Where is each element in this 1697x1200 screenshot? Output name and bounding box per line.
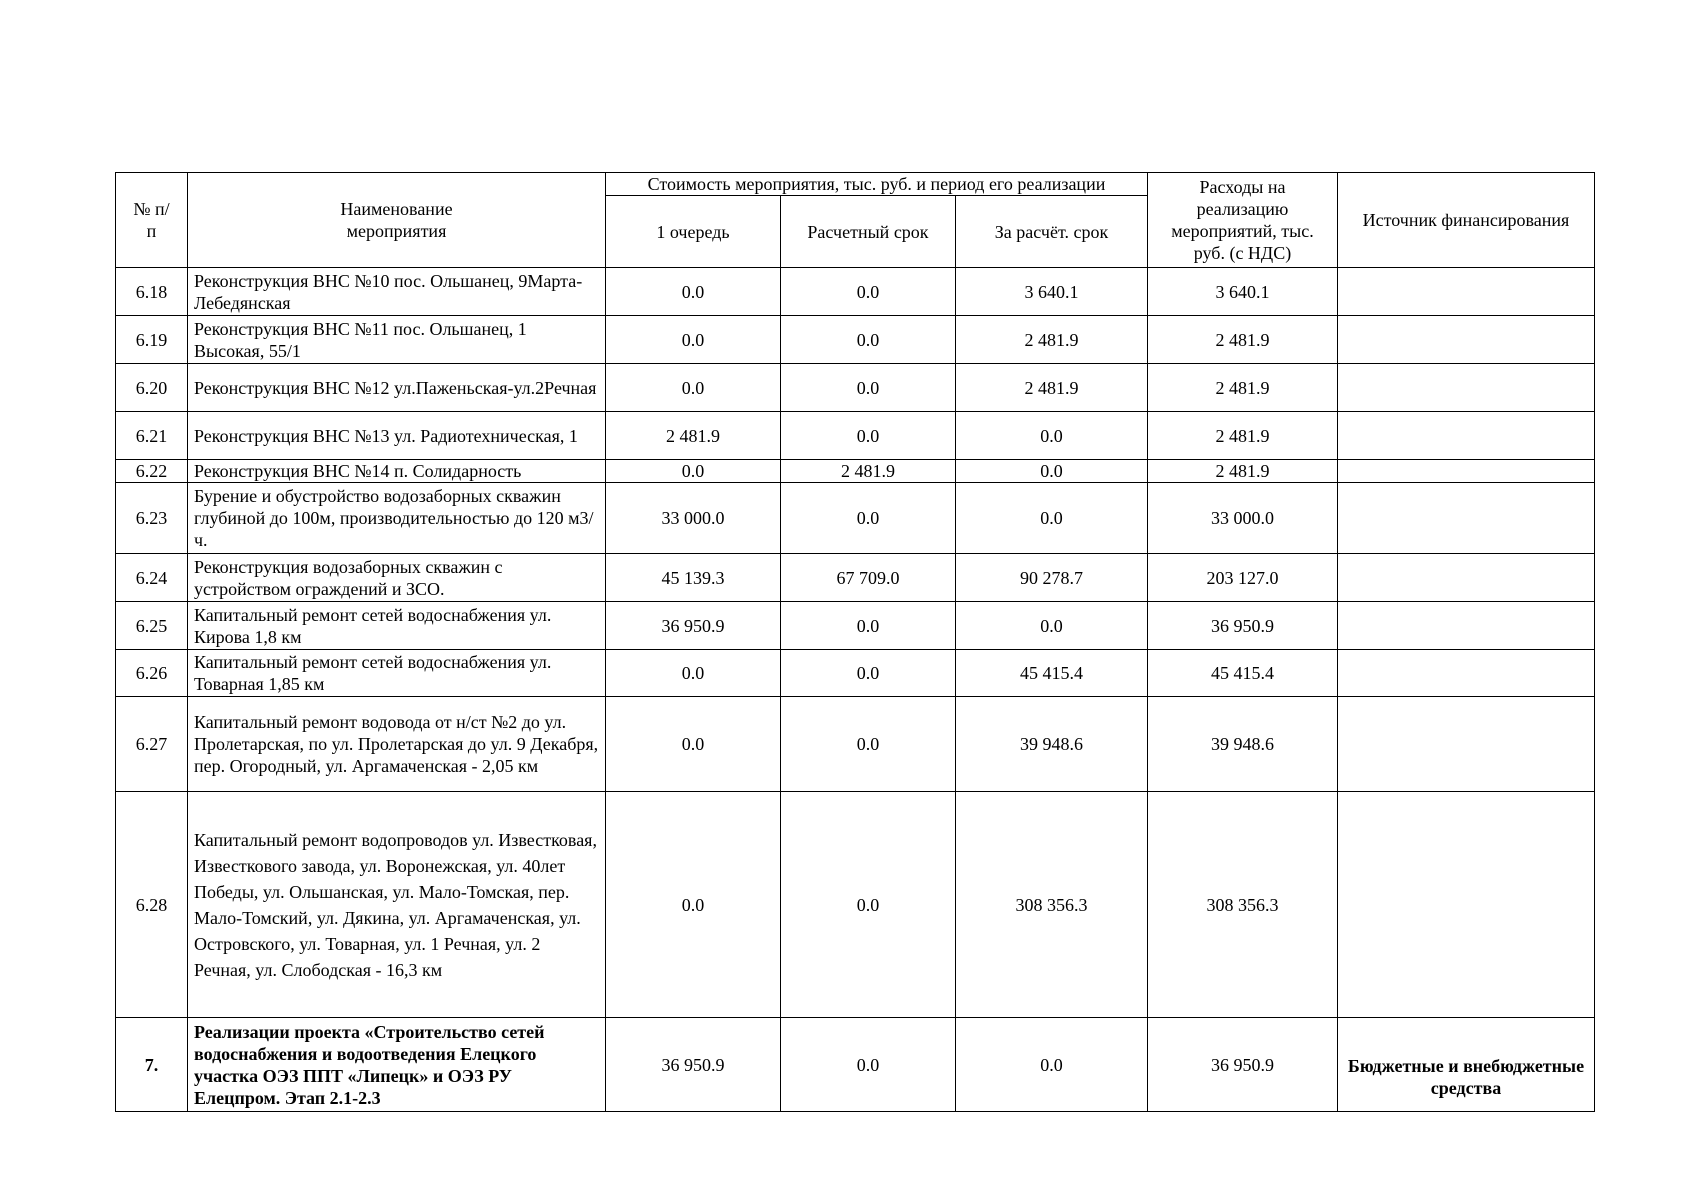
row-num: 6.20 xyxy=(116,364,188,412)
row-num: 6.18 xyxy=(116,268,188,316)
table-row xyxy=(116,483,1595,554)
row-source xyxy=(1338,554,1595,602)
row-source xyxy=(1338,268,1595,316)
row-q1: 0.0 xyxy=(606,364,781,412)
row-num: 6.25 xyxy=(116,602,188,650)
row-calc: 0.0 xyxy=(781,602,956,650)
row-name: Реконструкция ВНС №14 п. Солидарность xyxy=(188,460,606,483)
row-beyond: 0.0 xyxy=(956,1018,1148,1112)
header-num: № п/п xyxy=(116,173,188,268)
row-expense: 3 640.1 xyxy=(1148,268,1338,316)
row-num: 6.23 xyxy=(116,483,188,554)
table-row xyxy=(116,650,1595,697)
table-row xyxy=(116,554,1595,602)
row-expense: 36 950.9 xyxy=(1148,1018,1338,1112)
table-row xyxy=(116,364,1595,412)
row-expense: 36 950.9 xyxy=(1148,602,1338,650)
row-q1: 2 481.9 xyxy=(606,412,781,460)
row-q1: 0.0 xyxy=(606,697,781,792)
row-source xyxy=(1338,697,1595,792)
row-expense: 2 481.9 xyxy=(1148,316,1338,364)
row-beyond: 308 356.3 xyxy=(956,792,1148,1018)
row-calc: 0.0 xyxy=(781,412,956,460)
header-expense: Расходы на реализацию мероприятий, тыс. руб. (с НДС) xyxy=(1148,173,1338,268)
row-source xyxy=(1338,364,1595,412)
row-beyond: 3 640.1 xyxy=(956,268,1148,316)
row-q1: 0.0 xyxy=(606,268,781,316)
row-beyond: 0.0 xyxy=(956,460,1148,483)
row-name: Капитальный ремонт водопроводов ул. Известковая, Известкового завода, ул. Воронежская, ул. 40лет Победы, ул. Ольшанская, ул. Мало-Томская, пер. Мало-Томский, ул. Дякина, ул. Аргамаченская, ул. Островского, ул. Товарная, ул. 1 Речная, ул. 2 Речная, ул. Слободская - 16,3 км xyxy=(188,792,606,1018)
row-num: 6.28 xyxy=(116,792,188,1018)
header-name: Наименование мероприятия xyxy=(188,173,606,268)
row-beyond: 2 481.9 xyxy=(956,316,1148,364)
row-source: Бюджетные и внебюджетные средства xyxy=(1338,1018,1595,1112)
row-source xyxy=(1338,316,1595,364)
table-row xyxy=(116,412,1595,460)
table-row xyxy=(116,316,1595,364)
row-source xyxy=(1338,460,1595,483)
row-calc: 0.0 xyxy=(781,792,956,1018)
row-beyond: 0.0 xyxy=(956,602,1148,650)
row-name: Реконструкция водозаборных скважин с устройством ограждений и ЗСО. xyxy=(188,554,606,602)
row-calc: 0.0 xyxy=(781,483,956,554)
row-num: 6.19 xyxy=(116,316,188,364)
header-calc: Расчетный срок xyxy=(781,196,956,268)
row-expense: 2 481.9 xyxy=(1148,460,1338,483)
header-beyond: За расчёт. срок xyxy=(956,196,1148,268)
table-row xyxy=(116,460,1595,483)
row-name: Реализации проекта «Строительство сетей водоснабжения и водоотведения Елецкого участка ОЭЗ ППТ «Липецк» и ОЭЗ РУ Елецпром. Этап 2.1-2.3 xyxy=(188,1018,606,1112)
row-expense: 203 127.0 xyxy=(1148,554,1338,602)
table-row xyxy=(116,792,1595,1018)
row-num: 6.21 xyxy=(116,412,188,460)
row-beyond: 0.0 xyxy=(956,483,1148,554)
row-source xyxy=(1338,483,1595,554)
row-name: Реконструкция ВНС №11 пос. Ольшанец, 1 Высокая, 55/1 xyxy=(188,316,606,364)
row-source xyxy=(1338,602,1595,650)
row-q1: 0.0 xyxy=(606,792,781,1018)
row-expense: 45 415.4 xyxy=(1148,650,1338,697)
row-expense: 33 000.0 xyxy=(1148,483,1338,554)
row-q1: 36 950.9 xyxy=(606,1018,781,1112)
row-expense: 308 356.3 xyxy=(1148,792,1338,1018)
row-beyond: 90 278.7 xyxy=(956,554,1148,602)
row-calc: 67 709.0 xyxy=(781,554,956,602)
row-q1: 45 139.3 xyxy=(606,554,781,602)
header-source: Источник финансирования xyxy=(1338,173,1595,268)
row-calc: 0.0 xyxy=(781,316,956,364)
row-name: Капитальный ремонт сетей водоснабжения ул. Кирова 1,8 км xyxy=(188,602,606,650)
header-cost-group: Стоимость мероприятия, тыс. руб. и период его реализации xyxy=(606,173,1148,196)
row-beyond: 0.0 xyxy=(956,412,1148,460)
investment-table xyxy=(115,172,1595,1112)
row-num: 6.27 xyxy=(116,697,188,792)
row-calc: 0.0 xyxy=(781,364,956,412)
table-row xyxy=(116,697,1595,792)
row-q1: 0.0 xyxy=(606,316,781,364)
row-num: 6.22 xyxy=(116,460,188,483)
row-expense: 39 948.6 xyxy=(1148,697,1338,792)
row-source xyxy=(1338,792,1595,1018)
table-row xyxy=(116,602,1595,650)
row-name: Реконструкция ВНС №13 ул. Радиотехническая, 1 xyxy=(188,412,606,460)
row-beyond: 2 481.9 xyxy=(956,364,1148,412)
row-calc: 0.0 xyxy=(781,650,956,697)
row-num: 7. xyxy=(116,1018,188,1112)
row-name: Капитальный ремонт водовода от н/ст №2 до ул. Пролетарская, по ул. Пролетарская до ул. 9 Декабря, пер. Огородный, ул. Аргамаченская - 2,05 км xyxy=(188,697,606,792)
row-name: Реконструкция ВНС №12 ул.Паженьская-ул.2Речная xyxy=(188,364,606,412)
table-row xyxy=(116,268,1595,316)
row-source xyxy=(1338,650,1595,697)
row-name: Капитальный ремонт сетей водоснабжения ул. Товарная 1,85 км xyxy=(188,650,606,697)
row-q1: 0.0 xyxy=(606,650,781,697)
row-q1: 0.0 xyxy=(606,460,781,483)
row-source xyxy=(1338,412,1595,460)
row-calc: 2 481.9 xyxy=(781,460,956,483)
row-q1: 36 950.9 xyxy=(606,602,781,650)
row-num: 6.26 xyxy=(116,650,188,697)
row-expense: 2 481.9 xyxy=(1148,412,1338,460)
row-num: 6.24 xyxy=(116,554,188,602)
header-q1: 1 очередь xyxy=(606,196,781,268)
row-q1: 33 000.0 xyxy=(606,483,781,554)
table-row xyxy=(116,1018,1595,1112)
row-calc: 0.0 xyxy=(781,268,956,316)
row-calc: 0.0 xyxy=(781,1018,956,1112)
row-beyond: 45 415.4 xyxy=(956,650,1148,697)
row-name: Бурение и обустройство водозаборных скважин глубиной до 100м, производительностью до 120 м3/ч. xyxy=(188,483,606,554)
row-expense: 2 481.9 xyxy=(1148,364,1338,412)
row-calc: 0.0 xyxy=(781,697,956,792)
row-name: Реконструкция ВНС №10 пос. Ольшанец, 9Марта-Лебедянская xyxy=(188,268,606,316)
row-beyond: 39 948.6 xyxy=(956,697,1148,792)
